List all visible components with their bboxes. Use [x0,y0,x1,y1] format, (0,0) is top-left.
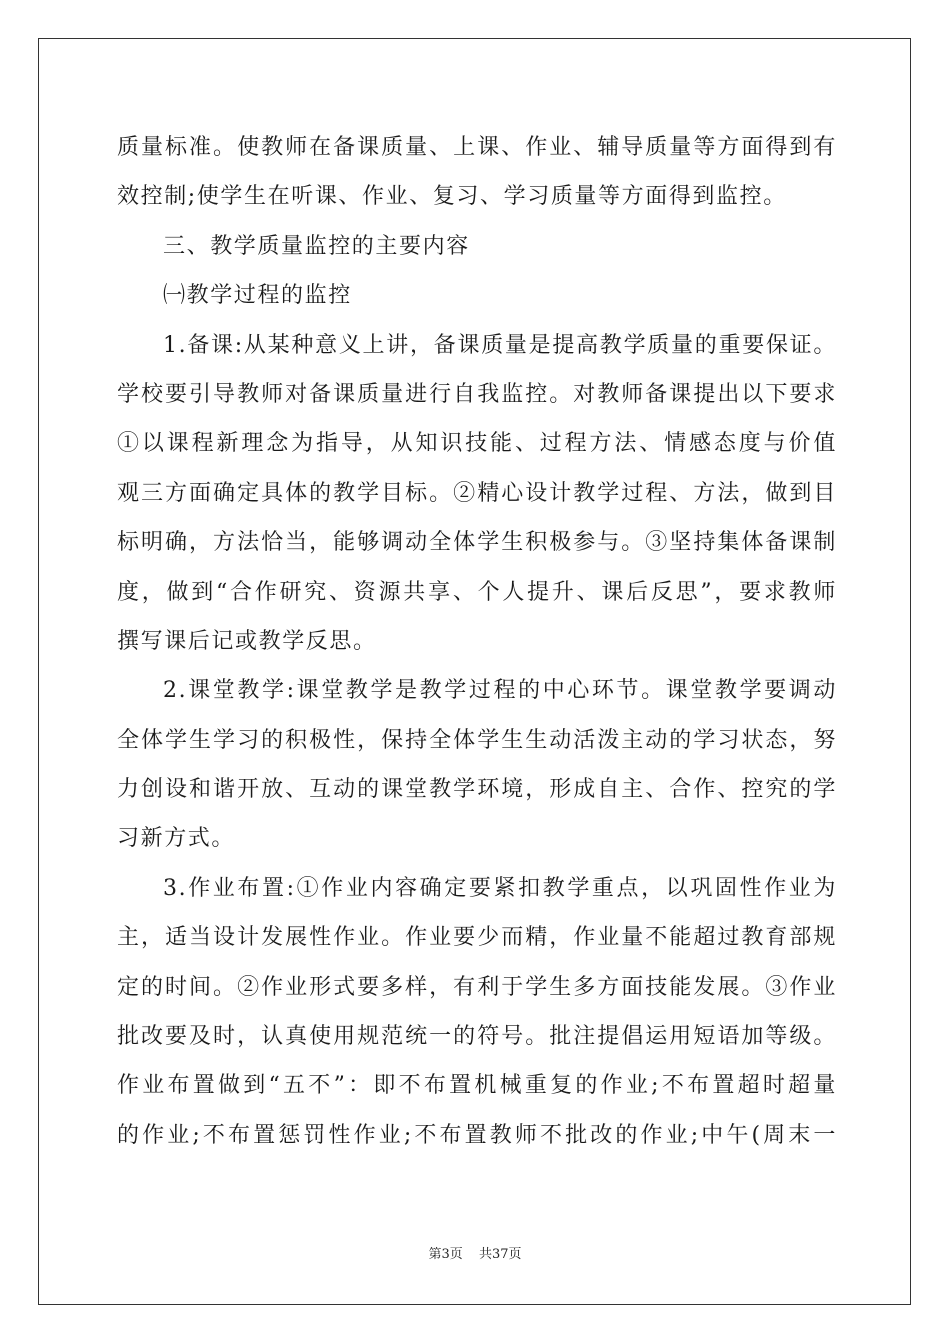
text-line: 力创设和谐开放、互动的课堂教学环境，形成自主、合作、控究的学 [117,777,837,803]
text-line: ①以课程新理念为指导，从知识技能、过程方法、情感态度与价值 [117,431,837,457]
page-number: 第3页 [428,1247,463,1262]
text-line: 标明确，方法恰当，能够调动全体学生积极参与。③坚持集体备课制 [117,530,837,556]
text-line: 习新方式。 [117,826,236,852]
text-line: 观三方面确定具体的教学目标。②精心设计教学过程、方法，做到目 [117,480,837,506]
subsection-heading: ㈠教学过程的监控 [163,283,352,309]
text-line: 效控制;使学生在听课、作业、复习、学习质量等方面得到监控。 [117,184,787,210]
text-line: 批改要及时，认真使用规范统一的符号。批注提倡运用短语加等级。 [117,1024,837,1050]
text-line: 学校要引导教师对备课质量进行自我监控。对教师备课提出以下要求 [117,381,837,407]
text-line: 1.备课:从某种意义上讲，备课质量是提高教学质量的重要保证。 [163,332,837,358]
text-line: 2.课堂教学:课堂教学是教学过程的中心环节。课堂教学要调动 [163,678,837,704]
text-line: 定的时间。②作业形式要多样，有利于学生多方面技能发展。③作业 [117,974,837,1000]
text-line: 作业布置做到“五不”：即不布置机械重复的作业;不布置超时超量 [117,1073,837,1099]
text-line: 度，做到“合作研究、资源共享、个人提升、课后反思”，要求教师 [117,579,837,605]
text-line: 撰写课后记或教学反思。 [117,628,377,654]
text-line: 全体学生学习的积极性，保持全体学生生动活泼主动的学习状态，努 [117,727,837,753]
page-footer [0,1243,950,1262]
text-line: 的作业;不布置惩罚性作业;不布置教师不批改的作业;中午(周末一 [117,1122,837,1148]
text-line: 主，适当设计发展性作业。作业要少而精，作业量不能超过教育部规 [117,925,837,951]
page-total: 共37页 [478,1247,522,1262]
text-line: 质量标准。使教师在备课质量、上课、作业、辅导质量等方面得到有 [117,135,837,160]
section-heading: 三、教学质量监控的主要内容 [163,233,470,259]
text-line: 3.作业布置:①作业内容确定要紧扣教学重点，以巩固性作业为 [163,875,837,901]
document-body [117,123,837,1160]
